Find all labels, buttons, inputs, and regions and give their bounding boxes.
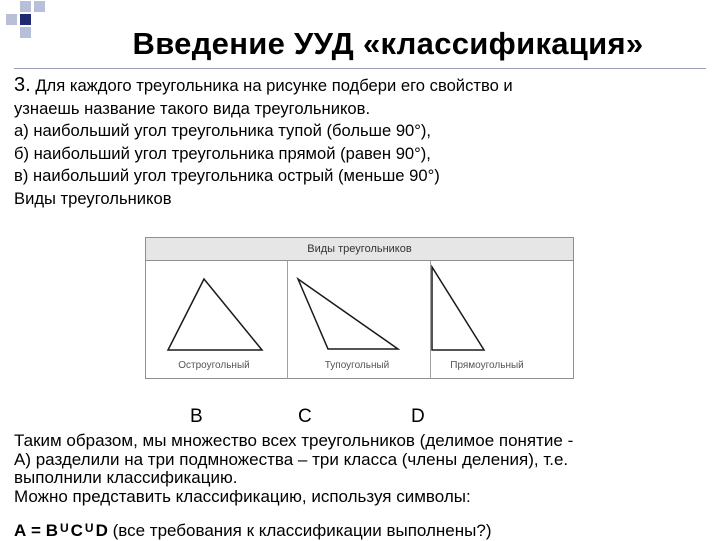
deco-square: [20, 1, 31, 12]
slide-title: Введение УУД «классификация»: [132, 26, 644, 61]
task-intro-line: узнаешь название такого вида треугольников.: [14, 98, 371, 118]
task-caption: Виды треугольников: [14, 188, 172, 208]
task-intro-line: [14, 74, 714, 98]
triangle-types-figure: [145, 237, 574, 379]
obtuse-triangle: [298, 279, 398, 349]
conclusion-line: выполнили классификацию.: [14, 468, 238, 487]
task-text: [14, 74, 714, 210]
conclusion-text: [14, 432, 714, 506]
classification-formula: [14, 518, 491, 541]
acute-triangle: [168, 279, 262, 350]
figure-header: Виды треугольников: [146, 238, 573, 261]
deco-square: [34, 1, 45, 12]
right-triangle: [432, 267, 484, 350]
deco-square: [6, 14, 17, 25]
formula-note: (все требования к классификации выполнены?): [112, 521, 492, 540]
union-symbol: U: [59, 521, 69, 535]
union-symbol: U: [84, 521, 94, 535]
option-b: б) наибольший угол треугольника прямой (равен 90°),: [14, 143, 431, 163]
acute-label: Остроугольный: [178, 360, 250, 371]
title-divider: [14, 68, 706, 69]
equals-sign: =: [31, 521, 41, 540]
conclusion-line: Таким образом, мы множество всех треугольников (делимое понятие -: [14, 431, 574, 450]
letter-b: B: [190, 406, 203, 427]
set-b: B: [45, 521, 58, 540]
set-c: C: [70, 521, 83, 540]
option-a: а) наибольший угол треугольника тупой (больше 90°),: [14, 121, 432, 140]
task-number: 3.: [14, 74, 31, 96]
option-c: в) наибольший угол треугольника острый (меньше 90°): [14, 166, 440, 185]
conclusion-line: Можно представить классификацию, используя символы:: [14, 486, 471, 506]
set-d: D: [95, 521, 108, 540]
right-label: Прямоугольный: [450, 360, 524, 371]
deco-square: [20, 14, 31, 25]
figure-body: [146, 261, 573, 379]
letter-c: C: [298, 406, 312, 427]
conclusion-line: А) разделили на три подмножества – три класса (члены деления), т.е.: [14, 449, 569, 469]
task-intro-text: Для каждого треугольника на рисунке подбери его свойство и: [35, 76, 513, 95]
obtuse-label: Тупоугольный: [324, 360, 390, 371]
set-a: A: [14, 521, 27, 540]
letter-d: D: [411, 406, 425, 427]
